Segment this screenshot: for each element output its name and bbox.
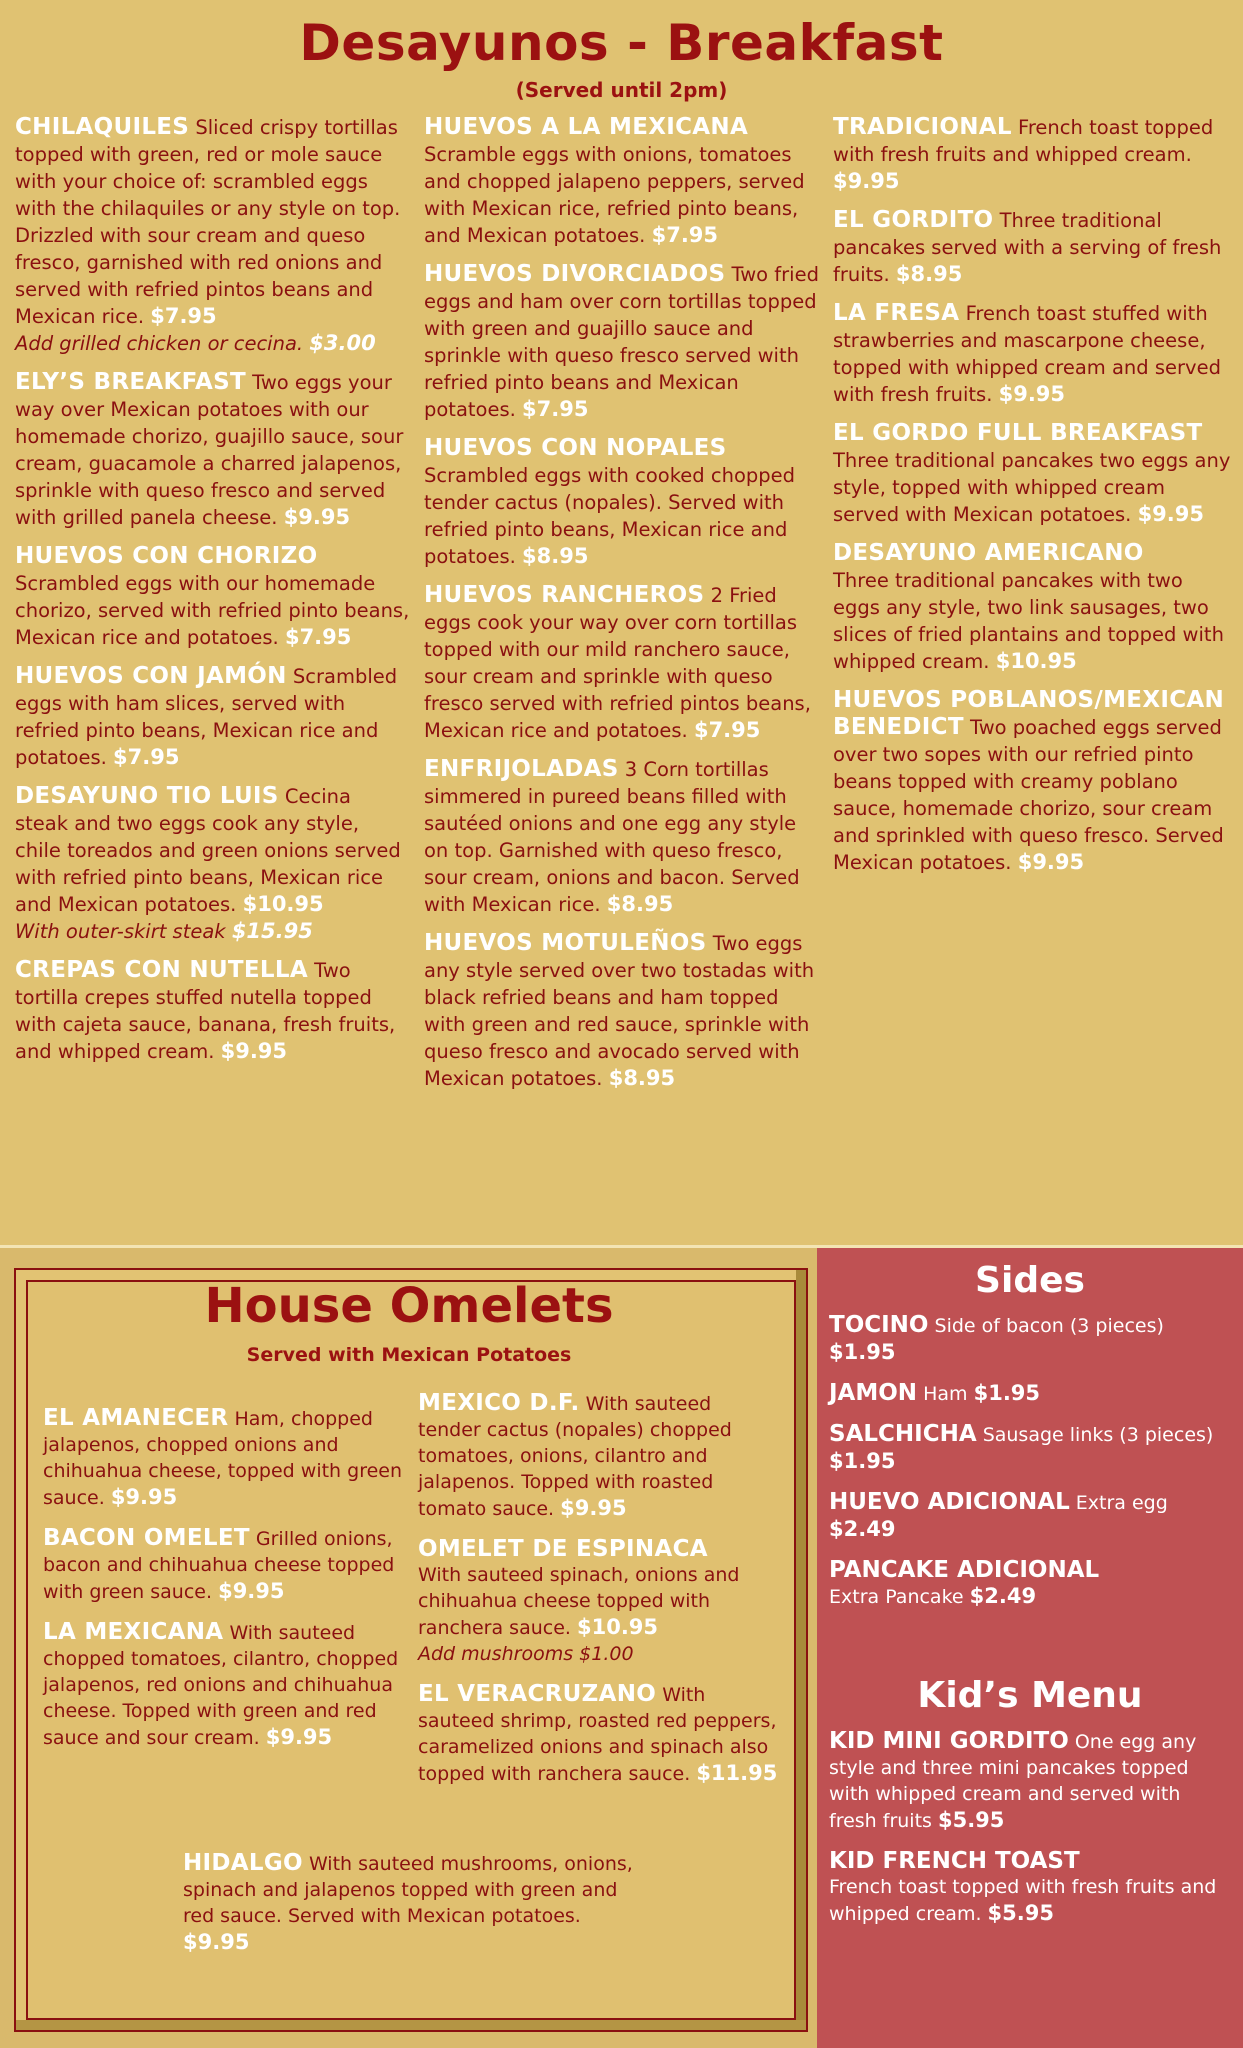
menu-item [424, 582, 819, 744]
item-name: EL GORDO FULL BREAKFAST [833, 420, 1203, 446]
item-price: $11.95 [696, 1761, 778, 1785]
item-description: With sauteed spinach, onions and chihuahua cheese topped with ranchera sauce. [418, 1564, 740, 1639]
item-name: KID MINI GORDITO [829, 1728, 1069, 1754]
item-name: OMELET DE ESPINACA [418, 1536, 708, 1562]
sides-list [829, 1312, 1234, 1624]
item-description: Two tortilla crepes stuffed nutella topped with cajeta sauce, banana, fresh fruits, and whipped cream. [15, 959, 396, 1063]
menu-item [418, 1390, 778, 1522]
menu-item [829, 1380, 1234, 1407]
page-subtitle: (Served until 2pm) [515, 78, 728, 102]
item-name: KID FRENCH TOAST [829, 1848, 1080, 1874]
menu-item [829, 1312, 1234, 1366]
item-name: PANCAKE ADICIONAL [829, 1557, 1100, 1583]
item-addon [15, 918, 410, 945]
item-name: CHILAQUILES [15, 114, 190, 140]
item-description: Three traditional pancakes two eggs any style, topped with whipped cream served with Mexican potatoes. [833, 449, 1231, 526]
item-price: $9.95 [560, 1496, 627, 1520]
addon-label: Add grilled chicken or cecina. [15, 332, 304, 355]
item-description: Two eggs any style served over two tostadas with black refried beans and ham topped with green and red sauce, sprinkle with queso fresco and avocado served with Mexican potatoes. [424, 932, 815, 1090]
item-name: HUEVOS A LA MEXICANA [424, 114, 749, 140]
breakfast-column-1 [15, 114, 410, 1077]
item-name: HUEVOS CON NOPALES [424, 435, 727, 461]
menu-item [829, 1489, 1234, 1543]
item-addon [15, 330, 410, 357]
item-description: One egg any style and three mini pancakes topped with whipped cream and served with fresh fruits [829, 1731, 1197, 1832]
omelets-column-3 [183, 1850, 643, 1970]
item-description: Scramble eggs with onions, tomatoes and chopped jalapeno peppers, served with Mexican rice, refried pinto beans, and Mexican potatoes. [424, 143, 805, 247]
item-price: $9.95 [283, 505, 351, 529]
menu-item [15, 783, 410, 945]
item-description: Extra Pancake [829, 1586, 964, 1608]
menu-item [833, 540, 1233, 675]
item-price: $9.95 [1137, 502, 1204, 526]
item-name: HUEVOS CON CHORIZO [15, 543, 318, 569]
item-price: $7.95 [651, 223, 719, 247]
item-name: HUEVOS RANCHEROS [424, 582, 705, 608]
item-price: $2.49 [969, 1584, 1037, 1608]
item-addon [418, 1641, 778, 1667]
item-description: French toast topped with fresh fruits and whipped cream. [829, 1876, 1217, 1925]
item-price: $9.95 [1017, 850, 1085, 874]
omelets-subtitle: Served with Mexican Potatoes [246, 1344, 572, 1366]
page-title: Desayunos - Breakfast [299, 14, 944, 72]
item-description: Sliced crispy tortillas topped with green, red or mole sauce with your choice of: scrambled eggs with the chilaquiles or any style on top. Drizzled with sour cream and queso fresco, garnished with red onions and served with refried pintos beans and Mexican rice. [15, 116, 401, 328]
item-name: DESAYUNO AMERICANO [833, 540, 1144, 566]
item-name: HIDALGO [183, 1850, 303, 1876]
item-description: 2 Fried eggs cook your way over corn tortillas topped with our mild ranchero sauce, sour cream and sprinkle with queso fresco served with refried pintos beans, Mexican rice and potatoes. [424, 584, 811, 742]
sides-title: Sides [975, 1260, 1085, 1301]
item-name: ENFRIJOLADAS [424, 756, 619, 782]
item-name: MEXICO D.F. [418, 1390, 580, 1416]
item-name: ELY’S BREAKFAST [15, 369, 246, 395]
item-price: $7.95 [113, 745, 180, 769]
item-description: Cecina steak and two eggs cook any style, chile toreados and green onions served with refried pinto beans, Mexican rice and Mexican potatoes. [15, 785, 401, 916]
menu-item [829, 1848, 1234, 1927]
breakfast-column-2 [424, 114, 819, 1104]
item-name: BACON OMELET [43, 1525, 250, 1551]
item-name: CREPAS CON NUTELLA [15, 957, 308, 983]
menu-item [829, 1557, 1234, 1610]
item-name: HUEVOS MOTULEÑOS [424, 930, 707, 956]
item-description: Ham [923, 1383, 968, 1405]
item-description: With sauteed tender cactus (nopales) chopped tomatoes, onions, cilantro and jalapenos. Topped with roasted tomato sauce. [418, 1393, 732, 1520]
item-price: $7.95 [150, 304, 217, 328]
item-price: $9.95 [183, 1930, 250, 1954]
item-description: With sauteed mushrooms, onions, spinach and jalapenos topped with green and red sauce. Served with Mexican potatoes. [183, 1853, 633, 1927]
item-price: $9.95 [998, 382, 1066, 406]
item-price: $1.95 [829, 1340, 896, 1364]
item-description: Scrambled eggs with cooked chopped tender cactus (nopales). Served with refried pinto beans, Mexican rice and potatoes. [424, 464, 796, 568]
omelets-column-2 [418, 1390, 778, 1801]
item-name: HUEVO ADICIONAL [829, 1489, 1070, 1515]
kids-menu-list [829, 1728, 1234, 1941]
omelets-title: House Omelets [204, 1278, 614, 1334]
addon-price: $15.95 [231, 919, 313, 943]
menu-item [833, 207, 1233, 288]
item-name: JAMON [829, 1380, 918, 1406]
item-price: $5.95 [937, 1808, 1005, 1832]
item-name: SALCHICHA [829, 1421, 977, 1447]
item-price: $9.95 [220, 1039, 288, 1063]
item-description: Extra egg [1075, 1492, 1168, 1514]
item-description: French toast stuffed with strawberries and mascarpone cheese, topped with whipped cream and served with fresh fruits. [833, 302, 1221, 406]
item-name: TOCINO [829, 1312, 929, 1338]
omelets-column-1 [43, 1405, 403, 1765]
item-description: With sauteed chopped tomatoes, cilantro, chopped jalapenos, red onions and chihuahua cheese. Topped with green and red sauce and sour cream. [43, 1622, 399, 1749]
item-name: HUEVOS DIVORCIADOS [424, 261, 726, 287]
addon-label: Add mushrooms $1.00 [418, 1643, 634, 1665]
item-description: Ham, chopped jalapenos, chopped onions and chihuahua cheese, topped with green sauce. [43, 1408, 403, 1509]
item-price: $8.95 [608, 1066, 676, 1090]
item-description: Scrambled eggs with our homemade chorizo, served with refried pinto beans, Mexican rice and potatoes. [15, 572, 410, 649]
item-name: HUEVOS CON JAMÓN [15, 663, 287, 689]
menu-item [15, 957, 410, 1065]
item-name: LA FRESA [833, 300, 960, 326]
item-description: Two fried eggs and ham over corn tortillas topped with green and guajillo sauce and sprinkle with queso fresco served with refried pinto beans and Mexican potatoes. [424, 263, 819, 421]
item-price: $10.95 [242, 892, 324, 916]
item-description: Three traditional pancakes with two eggs any style, two link sausages, two slices of fried plantains and topped with whipped cream. [833, 569, 1224, 673]
frame-bevel-bottom [16, 2020, 806, 2030]
item-description: 3 Corn tortillas simmered in pureed beans filled with sautéed onions and one egg any style on top. Garnished with queso fresco, sour cream, onions and bacon. Served with Mexican rice. [424, 758, 800, 916]
item-price: $2.49 [829, 1517, 896, 1541]
menu-item [424, 435, 819, 570]
menu-item [15, 114, 410, 357]
item-price: $1.95 [973, 1381, 1041, 1405]
menu-item [424, 114, 819, 249]
item-price: $8.95 [895, 262, 963, 286]
item-price: $5.95 [987, 1901, 1054, 1925]
item-price: $9.95 [833, 169, 900, 193]
menu-item [829, 1421, 1234, 1475]
item-price: $10.95 [995, 649, 1077, 673]
item-price: $1.95 [829, 1449, 896, 1473]
item-name: HUEVOS POBLANOS/MEXICAN BENEDICT [833, 687, 1225, 740]
item-name: EL VERACRUZANO [418, 1681, 657, 1707]
menu-item [418, 1536, 778, 1667]
menu-item [833, 687, 1233, 876]
item-name: TRADICIONAL [833, 114, 1012, 140]
item-description: Scrambled eggs with ham slices, served with refried pinto beans, Mexican rice and potatoes. [15, 665, 398, 769]
item-name: EL GORDITO [833, 207, 994, 233]
item-price: $8.95 [522, 544, 589, 568]
menu-item [15, 543, 410, 651]
frame-bevel-right [796, 1270, 806, 2030]
item-price: $7.95 [284, 625, 352, 649]
menu-item [833, 114, 1233, 195]
menu-item [15, 663, 410, 771]
breakfast-column-3 [833, 114, 1233, 888]
menu-item [418, 1681, 778, 1787]
menu-item [424, 261, 819, 423]
item-price: $8.95 [606, 892, 674, 916]
menu-item [424, 930, 819, 1092]
menu-item [833, 300, 1233, 408]
item-price: $9.95 [110, 1485, 178, 1509]
menu-item [833, 420, 1233, 528]
item-description: Two poached eggs served over two sopes with our refried pinto beans topped with creamy poblano sauce, homemade chorizo, sour cream and sprinkled with queso fresco. Served Mexican potatoes. [833, 716, 1224, 874]
addon-price: $3.00 [309, 331, 376, 355]
item-description: Sausage links (3 pieces) [982, 1424, 1214, 1446]
item-name: DESAYUNO TIO LUIS [15, 783, 279, 809]
item-description: Side of bacon (3 pieces) [934, 1315, 1164, 1337]
menu-item [43, 1525, 403, 1605]
item-description: With sauteed shrimp, roasted red peppers, caramelized onions and spinach also topped with ranchera sauce. [418, 1684, 777, 1785]
kids-menu-title: Kid’s Menu [917, 1675, 1143, 1716]
menu-item [43, 1619, 403, 1751]
item-description: Grilled onions, bacon and chihuahua cheese topped with green sauce. [43, 1528, 395, 1603]
item-price: $7.95 [522, 397, 589, 421]
item-price: $10.95 [576, 1615, 659, 1639]
addon-label: With outer-skirt steak [15, 920, 226, 943]
menu-item [424, 756, 819, 918]
menu-item [43, 1405, 403, 1511]
item-name: LA MEXICANA [43, 1619, 224, 1645]
item-description: French toast topped with fresh fruits and whipped cream. [833, 116, 1214, 166]
item-price: $9.95 [218, 1579, 285, 1603]
item-name: EL AMANECER [43, 1405, 229, 1431]
menu-item [15, 369, 410, 531]
item-price: $7.95 [693, 718, 761, 742]
item-description: Three traditional pancakes served with a serving of fresh fruits. [833, 209, 1222, 286]
item-price: $9.95 [265, 1725, 333, 1749]
menu-item [829, 1728, 1234, 1834]
item-description: Two eggs your way over Mexican potatoes with our homemade chorizo, guajillo sauce, sour cream, guacamole a charred jalapenos, sprinkle with queso fresco and served with grilled panela cheese. [15, 371, 404, 529]
menu-item [183, 1850, 643, 1956]
